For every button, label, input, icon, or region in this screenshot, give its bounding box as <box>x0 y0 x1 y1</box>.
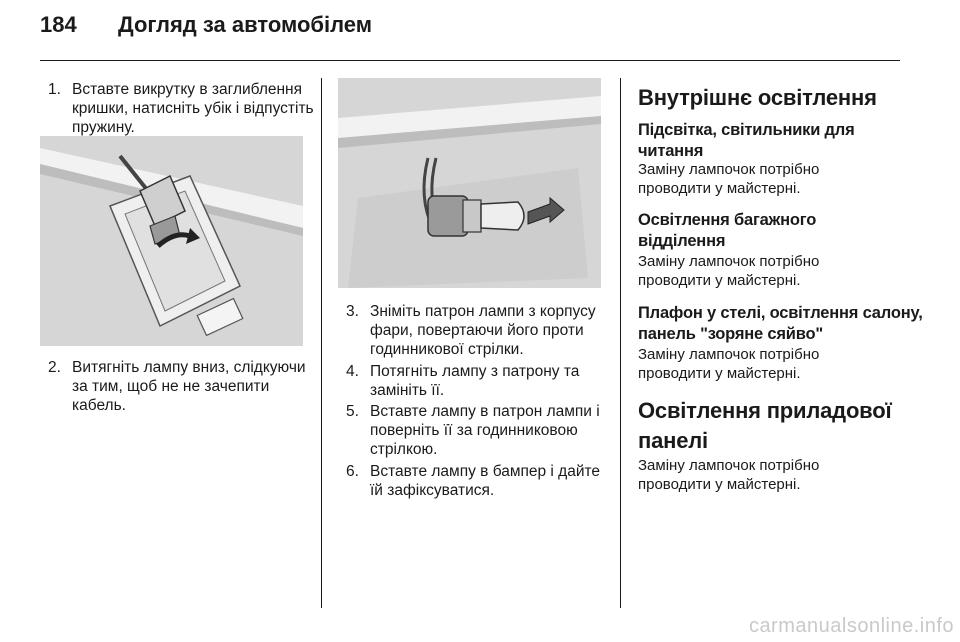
middle-column <box>338 0 608 642</box>
step-6 <box>346 462 616 500</box>
section-heading-large: Освітлення приладової панелі <box>638 398 892 453</box>
step-number: 5. <box>346 403 359 420</box>
step-text: Витягніть лампу вниз, слідкуючи за тим, щоб не не зачепити кабель. <box>72 359 306 414</box>
section-text: Заміну лампочок потрібно проводити у майстерні. <box>638 253 820 289</box>
step-5 <box>346 402 616 459</box>
step-text: Зніміть патрон лампи з корпусу фари, повертаючи його проти годинникової стрілки. <box>370 303 596 358</box>
step-number: 3. <box>346 303 359 320</box>
step-2 <box>48 358 318 415</box>
column-divider-left <box>321 78 322 608</box>
watermark: carmanualsonline.info <box>748 615 954 637</box>
illustration-bulb-socket <box>338 78 601 288</box>
section-text: Заміну лампочок потрібно проводити у майстерні. <box>638 161 820 197</box>
step-number: 6. <box>346 463 359 480</box>
step-text: Вставте лампу в бампер і дайте їй зафіксуватися. <box>370 463 601 499</box>
section-heading: Підсвітка, світильники для читання <box>638 121 855 160</box>
page-title: Догляд за автомобілем <box>118 12 373 37</box>
column-divider-right <box>620 78 621 608</box>
step-text: Вставте викрутку в заглиблення кришки, натисніть убік і відпустіть пружину. <box>72 81 314 136</box>
step-number: 1. <box>48 81 61 98</box>
step-text: Вставте лампу в патрон лампи і поверніть її за годинниковою стрілкою. <box>370 403 600 458</box>
page-number: 184 <box>40 12 77 37</box>
section-text: Заміну лампочок потрібно проводити у майстерні. <box>638 346 820 382</box>
section-heading: Плафон у стелі, освітлення салону, панель "зоряне сяйво" <box>638 304 923 343</box>
section-heading: Освітлення багажного відділення <box>638 211 817 250</box>
right-column <box>638 0 938 642</box>
step-1 <box>48 80 318 137</box>
section-text: Заміну лампочок потрібно проводити у майстерні. <box>638 457 820 493</box>
step-number: 2. <box>48 359 61 376</box>
step-text: Потягніть лампу з патрону та замініть її. <box>370 363 580 399</box>
left-column <box>40 0 314 642</box>
step-3 <box>346 302 616 359</box>
main-heading: Внутрішнє освітлення <box>638 85 877 110</box>
step-number: 4. <box>346 363 359 380</box>
illustration-lamp-cover <box>40 136 303 346</box>
step-4 <box>346 362 616 400</box>
